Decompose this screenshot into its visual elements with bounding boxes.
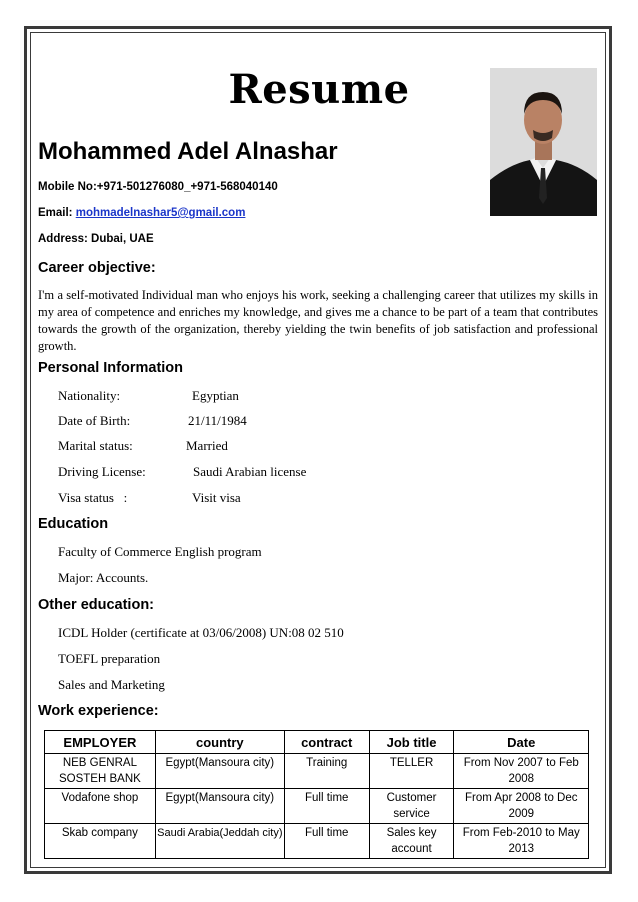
mobile-number: Mobile No:+971-501276080_+971-568040140 [38, 181, 278, 193]
employer-cell: Vodafone shop [45, 789, 156, 824]
email-link[interactable]: mohmadelnashar5@gmail.com [75, 207, 246, 219]
job-title-cell: Sales key account [369, 824, 454, 859]
personal-info-heading: Personal Information [38, 360, 184, 376]
other-education-line: TOEFL preparation [58, 651, 161, 666]
date-cell: From Nov 2007 to Feb 2008 [454, 754, 589, 789]
country-cell: Egypt(Mansoura city) [155, 754, 284, 789]
license-value: Saudi Arabian license [193, 464, 307, 479]
visa-value: Visit visa [192, 490, 241, 505]
marital-value: Married [186, 438, 228, 453]
education-line: Faculty of Commerce English program [58, 544, 262, 559]
column-header-country: country [155, 731, 284, 754]
other-education-line: Sales and Marketing [58, 677, 165, 692]
column-header-job-title: Job title [369, 731, 454, 754]
dob-label: Date of Birth: [58, 413, 131, 428]
email-label: Email: [38, 207, 73, 219]
table-row [45, 789, 589, 824]
candidate-name: Mohammed Adel Alnashar [38, 138, 338, 165]
table-header-row [45, 731, 589, 754]
job-title-cell: Customer service [369, 789, 454, 824]
dob-value: 21/11/1984 [188, 413, 247, 428]
marital-label: Marital status: [58, 438, 133, 453]
date-cell: From Apr 2008 to Dec 2009 [454, 789, 589, 824]
contract-cell: Training [284, 754, 369, 789]
education-line: Major: Accounts. [58, 570, 149, 585]
address: Address: Dubai, UAE [38, 233, 154, 245]
table-row [45, 754, 589, 789]
license-label: Driving License: [58, 464, 146, 479]
employer-cell: NEB GENRAL SOSTEH BANK [45, 754, 156, 789]
profile-photo [490, 68, 597, 216]
nationality-label: Nationality: [58, 388, 121, 403]
contract-cell: Full time [284, 824, 369, 859]
column-header-contract: contract [284, 731, 369, 754]
resume-title: Resume [228, 66, 410, 113]
education-heading: Education [38, 516, 109, 532]
other-education-heading: Other education: [38, 597, 155, 613]
email-line [38, 207, 245, 219]
work-experience-heading: Work experience: [38, 703, 159, 719]
employer-cell: Skab company [45, 824, 156, 859]
work-experience-table [44, 730, 589, 859]
country-cell: Egypt(Mansoura city) [155, 789, 284, 824]
column-header-employer: EMPLOYER [45, 731, 156, 754]
nationality-value: Egyptian [192, 388, 239, 403]
visa-label: Visa status : [58, 490, 128, 505]
date-cell: From Feb-2010 to May 2013 [454, 824, 589, 859]
job-title-cell: TELLER [369, 754, 454, 789]
country-cell: Saudi Arabia(Jeddah city) [155, 824, 284, 859]
career-heading: Career objective: [38, 260, 156, 276]
career-objective-text: I'm a self-motivated Individual man who enjoys his work, seeking a challenging career that utilizes my skills in my area of competence and enriches my knowledge, and gives me a chance to be part of a team that contributes towards the growth of the organization, thereby yielding the twin benefits of job satisfaction and professional growth. [38, 288, 598, 353]
other-education-line: ICDL Holder (certificate at 03/06/2008) UN:08 02 510 [58, 625, 344, 640]
contract-cell: Full time [284, 789, 369, 824]
table-row [45, 824, 589, 859]
column-header-date: Date [454, 731, 589, 754]
